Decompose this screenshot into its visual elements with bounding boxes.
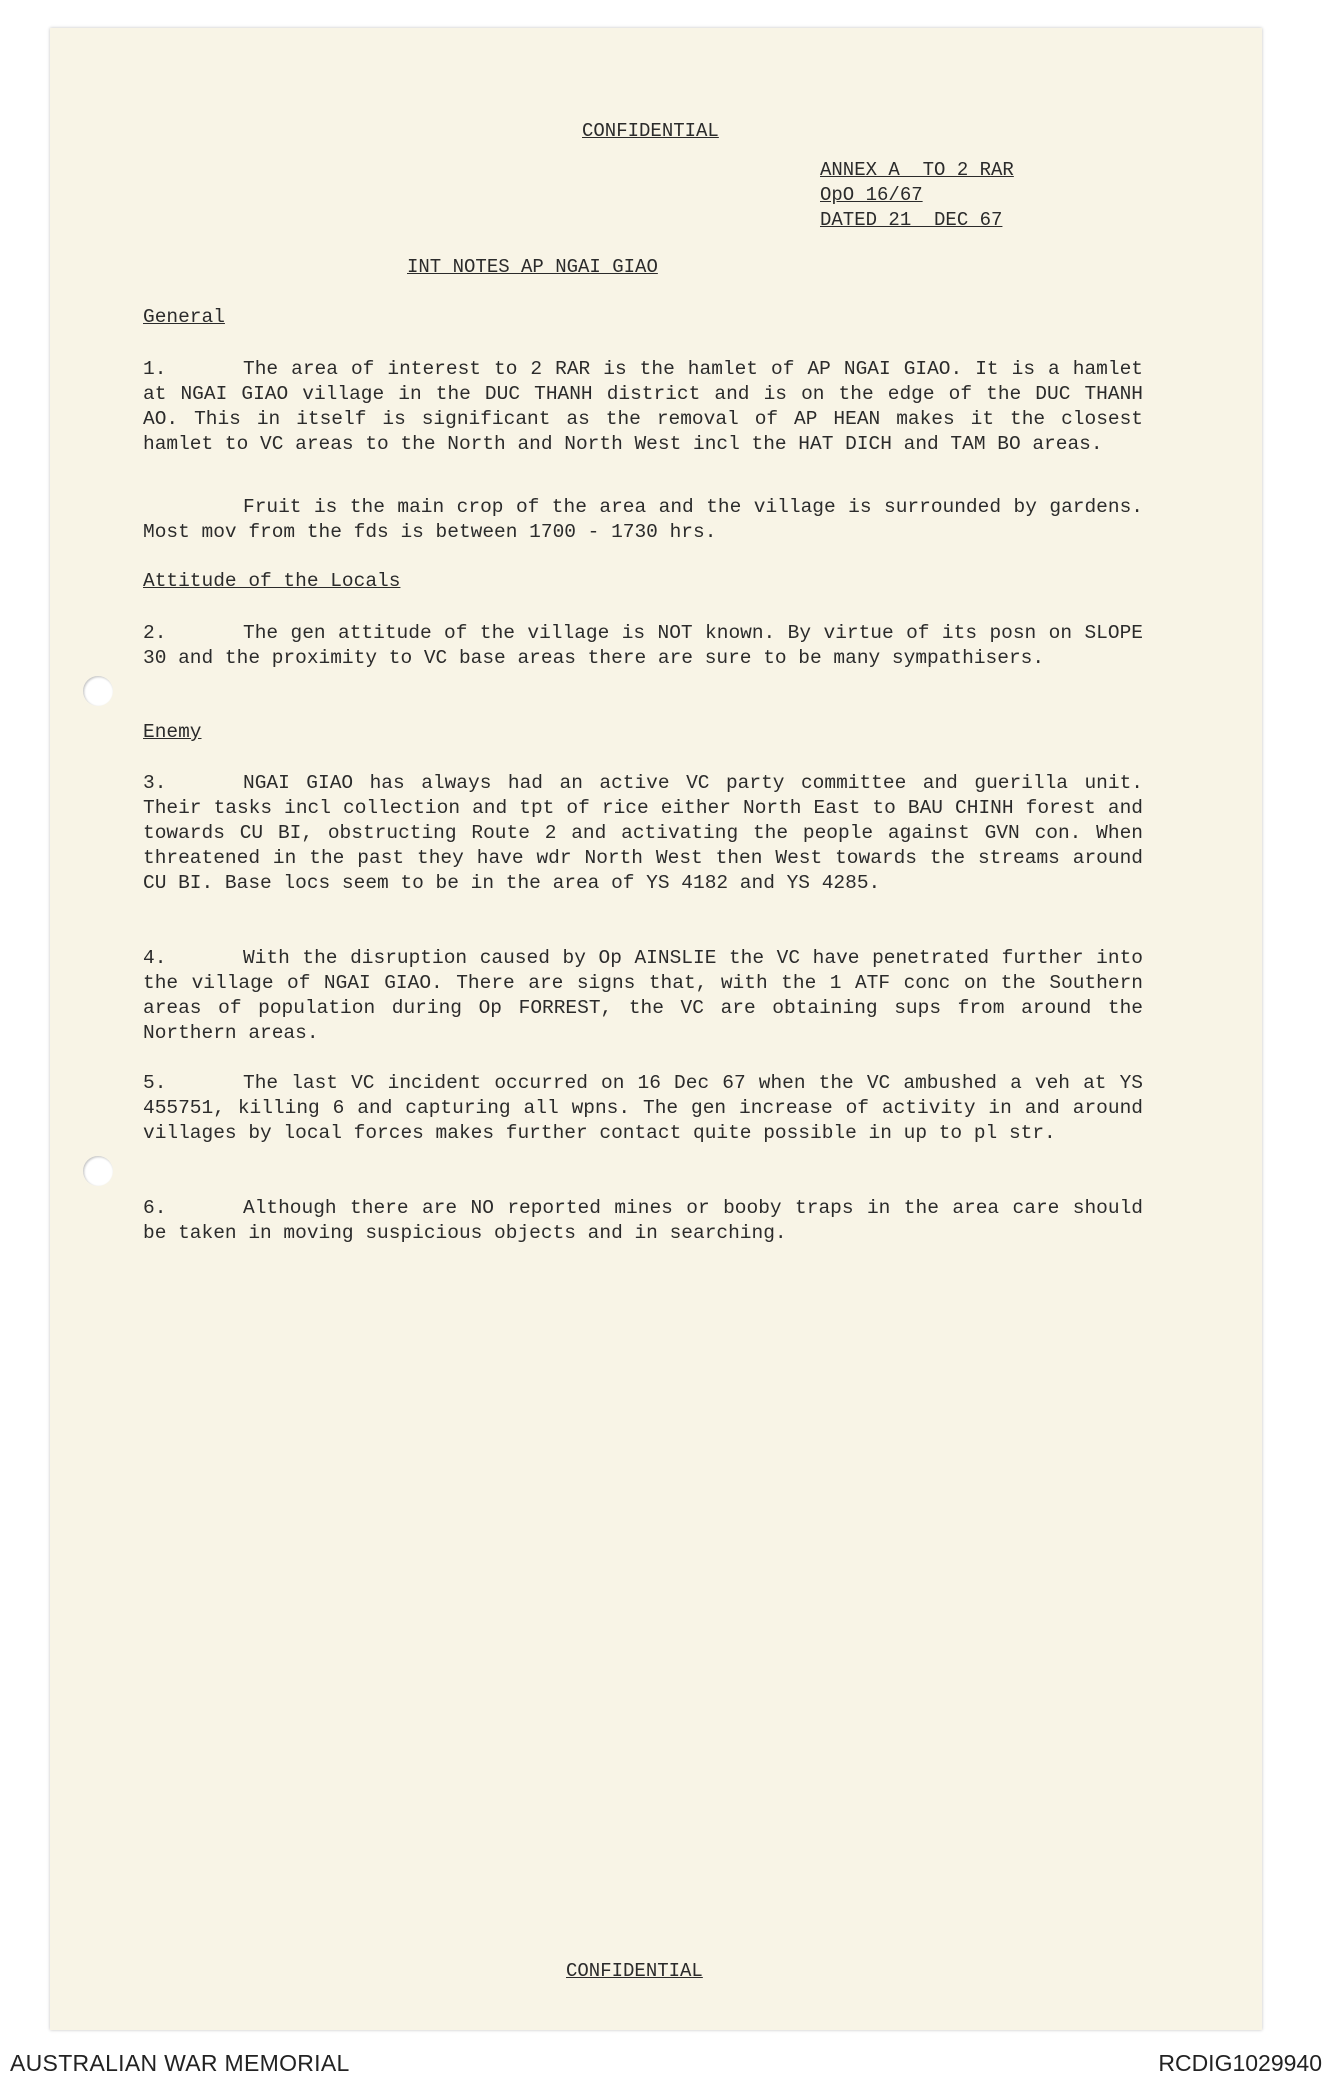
paragraph-text: Although there are NO reported mines or booby traps in the area care should be taken in moving suspicious objects and in searching. [143,1197,1143,1244]
punch-hole-bottom [83,1156,113,1186]
paragraph-1b [143,495,1143,545]
paragraph-text: With the disruption caused by Op AINSLIE the VC have penetrated further into the village of NGAI GIAO. There are signs that, with the 1 ATF conc on the Southern areas of population during Op FORREST, the VC are obtaining sups from around the Northern areas. [143,947,1143,1044]
heading-attitude: Attitude of the Locals [143,570,401,592]
annex-reference [820,158,1014,233]
heading-general: General [143,306,225,328]
paragraph-number: 2. [143,622,167,644]
paragraph-text: The last VC incident occurred on 16 Dec 67 when the VC ambushed a veh at YS 455751, killing 6 and capturing all wpns. The gen increase of activity in and around villages by local forces makes further contact quite possible in up to pl str. [143,1072,1143,1144]
heading-enemy: Enemy [143,721,202,743]
classification-bottom: CONFIDENTIAL [566,1960,703,1982]
paragraph-5 [143,1071,1143,1146]
paragraph-text: Fruit is the main crop of the area and the village is surrounded by gardens. Most mov from the fds is between 1700 - 1730 hrs. [143,496,1143,543]
paragraph-text: The gen attitude of the village is NOT known. By virtue of its posn on SLOPE 30 and the proximity to VC base areas there are sure to be many sympathisers. [143,622,1143,669]
classification-top: CONFIDENTIAL [582,120,719,142]
paragraph-number: 3. [143,772,167,794]
archive-source-label: AUSTRALIAN WAR MEMORIAL [10,2050,350,2076]
paragraph-1 [143,357,1143,457]
paragraph-number: 6. [143,1197,167,1219]
punch-hole-top [83,676,113,706]
document-title: INT NOTES AP NGAI GIAO [407,256,658,278]
archive-reference-id: RCDIG1029940 [1158,2050,1322,2076]
paragraph-2 [143,621,1143,671]
paragraph-6 [143,1196,1143,1246]
annex-line-1: ANNEX A TO 2 RAR [820,159,1014,181]
paragraph-number: 4. [143,947,167,969]
annex-line-2: OpO 16/67 [820,184,923,206]
paragraph-3 [143,771,1143,896]
annex-line-3: DATED 21 DEC 67 [820,209,1003,231]
paragraph-text: The area of interest to 2 RAR is the hamlet of AP NGAI GIAO. It is a hamlet at NGAI GIAO village in the DUC THANH district and is on the edge of the DUC THANH AO. This in itself is significant as the removal of AP HEAN makes it the closest hamlet to VC areas to the North and North West incl the HAT DICH and TAM BO areas. [143,358,1143,455]
paragraph-text: NGAI GIAO has always had an active VC party committee and guerilla unit. Their tasks incl collection and tpt of rice either North East to BAU CHINH forest and towards CU BI, obstructing Route 2 and activating the people against GVN con. When threatened in the past they have wdr North West then West towards the streams around CU BI. Base locs seem to be in the area of YS 4182 and YS 4285. [143,772,1143,894]
paragraph-number: 1. [143,358,167,380]
paragraph-number: 5. [143,1072,167,1094]
paragraph-4 [143,946,1143,1046]
